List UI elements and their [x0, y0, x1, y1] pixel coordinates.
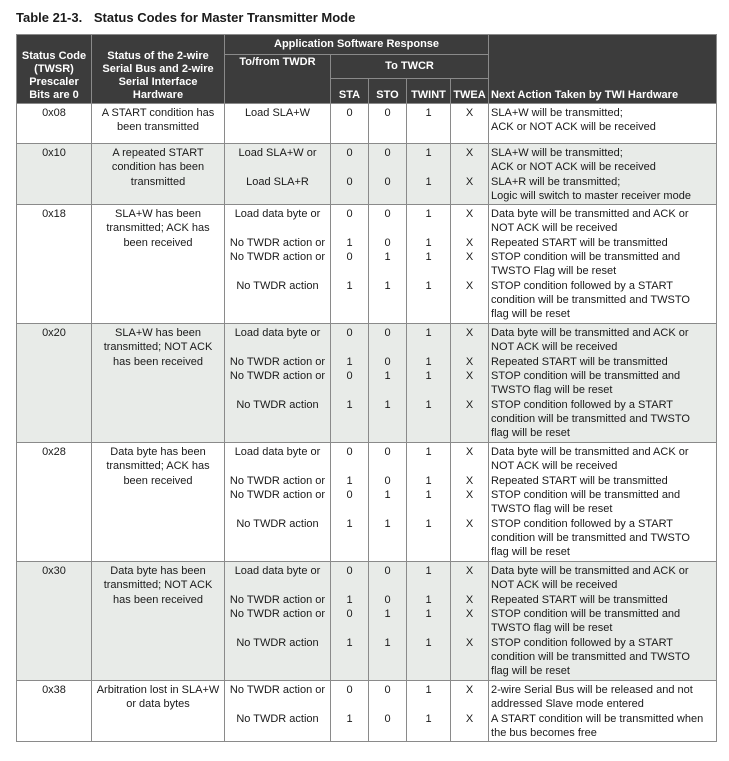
sta-line: 0	[346, 107, 353, 119]
sta-cell	[331, 144, 369, 205]
sta-line: 0	[346, 446, 353, 459]
sta-cell	[331, 681, 369, 742]
sta-line: 1	[346, 517, 353, 530]
twdr-action-line: Load SLA+R	[246, 175, 309, 188]
next-action-line: flag will be reset	[491, 665, 570, 678]
twint-line: 1	[425, 593, 432, 606]
twea-line: X	[465, 355, 474, 368]
status-codes-table	[16, 34, 717, 742]
sta-cell	[331, 443, 369, 562]
sto-line	[371, 459, 404, 473]
next-action-line: SLA+W will be transmitted;	[491, 107, 623, 119]
twdr-action-cell	[225, 104, 331, 144]
twdr-action-line: No TWDR action	[236, 279, 319, 292]
twdr-action-line: No TWDR action or	[229, 251, 326, 264]
sto-line	[371, 621, 404, 635]
twdr-action-line	[227, 383, 328, 397]
twdr-action-line: No TWDR action or	[229, 236, 326, 249]
header-to-twcr: To TWCR	[331, 55, 489, 79]
header-to-from-twdr: To/from TWDR	[225, 55, 331, 104]
twdr-action-line	[227, 160, 328, 174]
status-code-cell: 0x38	[17, 681, 92, 742]
header-status-code: Status Code (TWSR) Prescaler Bits are 0	[17, 35, 92, 104]
next-action-line: flag will be reset	[491, 427, 570, 440]
next-action-line: flag will be reset	[491, 308, 570, 321]
twea-line: X	[465, 236, 474, 249]
next-action-line: flag will be reset	[491, 546, 570, 559]
twea-line	[453, 221, 486, 235]
sta-line: 1	[346, 279, 353, 292]
next-action-line: Repeated START will be transmitted	[491, 355, 668, 368]
twea-line: X	[465, 593, 474, 606]
next-action-line: STOP condition will be transmitted and	[491, 489, 681, 502]
bus-status-cell: Data byte has been transmitted; ACK has been received	[92, 443, 225, 562]
sta-line: 1	[346, 236, 353, 249]
twint-line: 1	[425, 565, 432, 578]
twint-line	[409, 459, 448, 473]
twdr-action-cell	[225, 205, 331, 324]
table-row	[17, 443, 717, 562]
sto-line: 1	[384, 517, 391, 530]
twea-line: X	[465, 446, 474, 459]
next-action-line: STOP condition followed by a START	[491, 636, 674, 649]
twea-cell	[451, 205, 489, 324]
table-row	[17, 324, 717, 443]
status-code-cell: 0x30	[17, 562, 92, 681]
sta-line: 1	[346, 474, 353, 487]
twint-cell	[407, 104, 451, 144]
sto-cell	[369, 104, 407, 144]
twea-cell	[451, 562, 489, 681]
twint-line: 1	[425, 684, 432, 697]
sto-line: 0	[384, 446, 391, 459]
sto-line: 1	[384, 251, 391, 264]
sta-line	[333, 697, 366, 711]
twint-cell	[407, 562, 451, 681]
twdr-action-line: No TWDR action or	[229, 593, 326, 606]
next-action-line: condition will be transmitted and TWSTO	[491, 531, 690, 544]
twea-cell	[451, 681, 489, 742]
sta-line	[333, 578, 366, 592]
bus-status-cell: Arbitration lost in SLA+W or data bytes	[92, 681, 225, 742]
twint-line	[409, 160, 448, 174]
twdr-action-line: Load data byte or	[234, 565, 321, 578]
sta-line	[333, 459, 366, 473]
header-twint: TWINT	[407, 79, 451, 104]
twdr-action-line	[227, 502, 328, 516]
next-action-line: NOT ACK will be received	[491, 341, 618, 354]
header-app-response: Application Software Response	[225, 35, 489, 55]
twdr-action-line	[227, 264, 328, 278]
next-action-line: STOP condition will be transmitted and	[491, 251, 681, 264]
twea-line: X	[465, 279, 474, 292]
twint-line: 1	[425, 236, 432, 249]
sto-line: 0	[384, 208, 391, 221]
twea-line: X	[465, 517, 474, 530]
status-code-cell: 0x10	[17, 144, 92, 205]
sta-line	[333, 160, 366, 174]
next-action-line: STOP condition followed by a START	[491, 398, 674, 411]
next-action-cell	[489, 144, 717, 205]
twea-line	[453, 621, 486, 635]
table-body	[17, 104, 717, 742]
table-row	[17, 104, 717, 144]
twdr-action-line: No TWDR action or	[229, 608, 326, 621]
sta-line: 0	[346, 208, 353, 221]
sto-cell	[369, 144, 407, 205]
twdr-action-line: No TWDR action or	[229, 355, 326, 368]
twint-line	[409, 697, 448, 711]
twint-line: 1	[425, 608, 432, 621]
sto-line: 0	[384, 147, 391, 159]
sta-line: 1	[346, 398, 353, 411]
table-row	[17, 562, 717, 681]
twea-cell	[451, 104, 489, 144]
twea-cell	[451, 144, 489, 205]
sto-line: 0	[384, 565, 391, 578]
twint-cell	[407, 144, 451, 205]
twint-line: 1	[425, 517, 432, 530]
table-number: Table 21-3.	[16, 10, 83, 25]
twdr-action-cell	[225, 324, 331, 443]
sta-line: 0	[346, 608, 353, 621]
next-action-line: addressed Slave mode entered	[491, 698, 644, 711]
sto-line	[371, 697, 404, 711]
twdr-action-line	[227, 459, 328, 473]
twea-line: X	[465, 474, 474, 487]
next-action-line: TWSTO Flag will be reset	[491, 265, 617, 278]
twdr-action-line	[227, 578, 328, 592]
next-action-line: SLA+W will be transmitted;	[491, 147, 623, 159]
twdr-action-cell	[225, 562, 331, 681]
twint-line: 1	[425, 370, 432, 383]
twea-line: X	[465, 398, 474, 411]
table-row	[17, 681, 717, 742]
twea-line: X	[465, 147, 474, 159]
sta-line: 0	[346, 175, 353, 188]
twdr-action-line: No TWDR action or	[229, 474, 326, 487]
header-sta: STA	[331, 79, 369, 104]
status-code-cell: 0x20	[17, 324, 92, 443]
status-code-cell: 0x18	[17, 205, 92, 324]
twdr-action-line: Load data byte or	[234, 327, 321, 340]
header-sto: STO	[369, 79, 407, 104]
next-action-cell	[489, 324, 717, 443]
sta-line: 1	[346, 355, 353, 368]
twea-line	[453, 383, 486, 397]
sta-line	[333, 340, 366, 354]
bus-status-cell: A START condition has been transmitted	[92, 104, 225, 144]
sto-line: 0	[384, 712, 391, 725]
sto-cell	[369, 562, 407, 681]
sto-line	[371, 340, 404, 354]
next-action-line: Data byte will be transmitted and ACK or	[491, 327, 689, 340]
twint-line: 1	[425, 398, 432, 411]
header-status-bus: Status of the 2-wire Serial Bus and 2-wire Serial Interface Hardware	[92, 35, 225, 104]
sta-cell	[331, 324, 369, 443]
twea-line	[453, 578, 486, 592]
table-row	[17, 205, 717, 324]
twea-line: X	[465, 608, 474, 621]
sta-line: 0	[346, 565, 353, 578]
twint-line: 1	[425, 107, 432, 119]
bus-status-cell: A repeated START condition has been transmitted	[92, 144, 225, 205]
next-action-line: NOT ACK will be received	[491, 222, 618, 235]
sto-line	[371, 502, 404, 516]
sto-line	[371, 160, 404, 174]
twdr-action-line: No TWDR action	[236, 398, 319, 411]
twint-cell	[407, 443, 451, 562]
table-caption: Status Codes for Master Transmitter Mode	[93, 10, 356, 25]
twea-line	[453, 160, 486, 174]
sto-line: 1	[384, 489, 391, 502]
twdr-action-line: Load data byte or	[234, 446, 321, 459]
sta-line	[333, 383, 366, 397]
twdr-action-line: No TWDR action or	[229, 489, 326, 502]
next-action-line: Repeated START will be transmitted	[491, 474, 668, 487]
twdr-action-line	[227, 621, 328, 635]
next-action-line: Data byte will be transmitted and ACK or	[491, 208, 689, 221]
twea-line: X	[465, 251, 474, 264]
next-action-cell	[489, 443, 717, 562]
twea-line: X	[465, 489, 474, 502]
twea-line: X	[465, 636, 474, 649]
next-action-line: condition will be transmitted and TWSTO	[491, 293, 690, 306]
sto-line	[371, 264, 404, 278]
twea-line	[453, 264, 486, 278]
twea-line: X	[465, 370, 474, 383]
sta-line: 0	[346, 684, 353, 697]
twdr-action-line: No TWDR action or	[229, 370, 326, 383]
next-action-line: Logic will switch to master receiver mode	[491, 189, 691, 202]
sto-line: 0	[384, 684, 391, 697]
twint-line: 1	[425, 712, 432, 725]
next-action-line: NOT ACK will be received	[491, 460, 618, 473]
next-action-line: TWSTO flag will be reset	[491, 622, 613, 635]
next-action-line: Data byte will be transmitted and ACK or	[491, 565, 689, 578]
twea-line: X	[465, 327, 474, 340]
next-action-line: the bus becomes free	[491, 727, 597, 740]
next-action-line: SLA+R will be transmitted;	[491, 175, 621, 188]
next-action-line: STOP condition will be transmitted and	[491, 608, 681, 621]
twdr-action-line: No TWDR action	[236, 517, 319, 530]
sto-line: 1	[384, 636, 391, 649]
next-action-cell	[489, 104, 717, 144]
next-action-line: Repeated START will be transmitted	[491, 236, 668, 249]
sto-line	[371, 383, 404, 397]
sta-line: 0	[346, 147, 353, 159]
twea-line	[453, 697, 486, 711]
twdr-action-line	[227, 221, 328, 235]
sta-line: 0	[346, 370, 353, 383]
twea-line	[453, 459, 486, 473]
sto-line	[371, 578, 404, 592]
next-action-line: Data byte will be transmitted and ACK or	[491, 446, 689, 459]
twea-line	[453, 340, 486, 354]
next-action-line: NOT ACK will be received	[491, 579, 618, 592]
twdr-action-cell	[225, 681, 331, 742]
next-action-line: Repeated START will be transmitted	[491, 593, 668, 606]
twint-line	[409, 221, 448, 235]
twdr-action-line: No TWDR action	[236, 712, 319, 725]
twint-line	[409, 621, 448, 635]
sto-line: 0	[384, 474, 391, 487]
twint-line	[409, 383, 448, 397]
next-action-line: ACK or NOT ACK will be received	[491, 161, 656, 174]
twint-line: 1	[425, 279, 432, 292]
sta-cell	[331, 562, 369, 681]
sta-line	[333, 264, 366, 278]
bus-status-cell: Data byte has been transmitted; NOT ACK has been received	[92, 562, 225, 681]
sto-line: 0	[384, 175, 391, 188]
sto-line: 1	[384, 398, 391, 411]
sto-line: 0	[384, 355, 391, 368]
twdr-action-line: No TWDR action or	[229, 684, 326, 697]
sta-line	[333, 621, 366, 635]
bus-status-cell: SLA+W has been transmitted; ACK has been received	[92, 205, 225, 324]
table-row	[17, 144, 717, 205]
sto-cell	[369, 681, 407, 742]
sto-line: 0	[384, 236, 391, 249]
sto-line: 1	[384, 370, 391, 383]
twea-line: X	[465, 712, 474, 725]
twdr-action-line: No TWDR action	[236, 636, 319, 649]
sta-cell	[331, 104, 369, 144]
twint-cell	[407, 324, 451, 443]
sto-cell	[369, 324, 407, 443]
twint-line	[409, 502, 448, 516]
next-action-line: TWSTO flag will be reset	[491, 503, 613, 516]
next-action-line: ACK or NOT ACK will be received	[491, 121, 656, 134]
twint-line: 1	[425, 489, 432, 502]
sta-cell	[331, 205, 369, 324]
twint-line: 1	[425, 474, 432, 487]
twdr-action-line: Load SLA+W or	[238, 147, 317, 159]
next-action-line: A START condition will be transmitted when	[491, 712, 704, 725]
twdr-action-line	[227, 340, 328, 354]
table-title	[16, 10, 355, 25]
twint-line: 1	[425, 446, 432, 459]
twint-line: 1	[425, 208, 432, 221]
sta-line: 1	[346, 712, 353, 725]
sto-cell	[369, 443, 407, 562]
twint-line: 1	[425, 147, 432, 159]
next-action-line: condition will be transmitted and TWSTO	[491, 650, 690, 663]
sta-line: 0	[346, 251, 353, 264]
twea-line: X	[465, 208, 474, 221]
sto-line	[371, 221, 404, 235]
twea-cell	[451, 324, 489, 443]
status-code-cell: 0x08	[17, 104, 92, 144]
twea-cell	[451, 443, 489, 562]
sto-line: 0	[384, 107, 391, 119]
sto-line: 0	[384, 327, 391, 340]
sto-line: 1	[384, 608, 391, 621]
twdr-action-cell	[225, 144, 331, 205]
sto-line: 0	[384, 593, 391, 606]
header-next-action: Next Action Taken by TWI Hardware	[489, 35, 717, 104]
bus-status-cell: SLA+W has been transmitted; NOT ACK has been received	[92, 324, 225, 443]
twint-line	[409, 340, 448, 354]
twea-line: X	[465, 684, 474, 697]
twdr-action-line: Load SLA+W	[244, 107, 311, 119]
next-action-cell	[489, 205, 717, 324]
next-action-line: STOP condition will be transmitted and	[491, 370, 681, 383]
twea-line: X	[465, 565, 474, 578]
sta-line	[333, 502, 366, 516]
twint-line: 1	[425, 355, 432, 368]
sta-line: 1	[346, 593, 353, 606]
sta-line	[333, 221, 366, 235]
next-action-line: STOP condition followed by a START	[491, 279, 674, 292]
sta-line: 0	[346, 489, 353, 502]
next-action-line: STOP condition followed by a START	[491, 517, 674, 530]
twint-line: 1	[425, 175, 432, 188]
twea-line	[453, 502, 486, 516]
next-action-line: 2-wire Serial Bus will be released and not	[491, 684, 693, 697]
twint-line	[409, 578, 448, 592]
twdr-action-line: Load data byte or	[234, 208, 321, 221]
twdr-action-cell	[225, 443, 331, 562]
twdr-action-line	[227, 697, 328, 711]
sto-cell	[369, 205, 407, 324]
twint-cell	[407, 205, 451, 324]
next-action-line: TWSTO flag will be reset	[491, 384, 613, 397]
twint-cell	[407, 681, 451, 742]
sto-line: 1	[384, 279, 391, 292]
next-action-cell	[489, 562, 717, 681]
next-action-cell	[489, 681, 717, 742]
header-twea: TWEA	[451, 79, 489, 104]
twint-line: 1	[425, 251, 432, 264]
sta-line: 1	[346, 636, 353, 649]
status-code-cell: 0x28	[17, 443, 92, 562]
twint-line: 1	[425, 636, 432, 649]
twint-line: 1	[425, 327, 432, 340]
twea-line: X	[465, 107, 474, 119]
twint-line	[409, 264, 448, 278]
sta-line: 0	[346, 327, 353, 340]
twea-line: X	[465, 175, 474, 188]
next-action-line: condition will be transmitted and TWSTO	[491, 412, 690, 425]
